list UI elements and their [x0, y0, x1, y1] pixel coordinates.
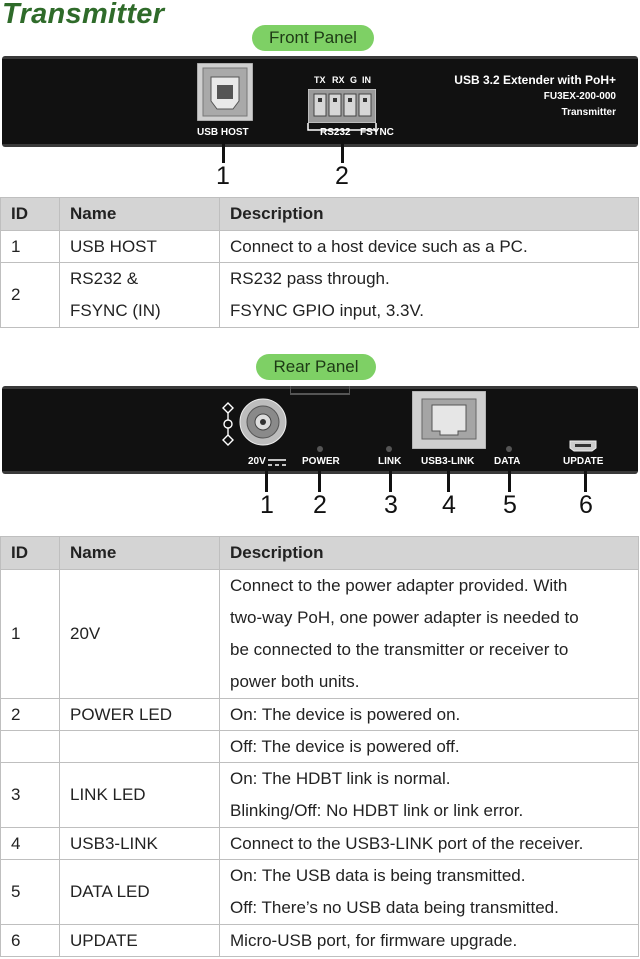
table-row [1, 731, 639, 763]
callout-line-1 [222, 141, 225, 163]
cell-id: 1 [1, 570, 60, 699]
cell-name: DATA LED [60, 860, 220, 925]
cell-name: 20V [60, 570, 220, 699]
cell-description: Connect to a host device such as a PC. [220, 231, 639, 263]
cell-id: 2 [1, 263, 60, 328]
product-name: USB 3.2 Extender with PoH+ [454, 73, 616, 87]
label-20v: 20V [248, 456, 266, 467]
cell-line: RS232 & [70, 269, 139, 288]
callout-line-2 [318, 470, 321, 492]
callout-number-1: 1 [216, 162, 230, 190]
usb-b-port-icon [197, 63, 253, 121]
label-update: UPDATE [563, 456, 604, 467]
callout-number-4: 4 [442, 491, 456, 519]
dc-power-jack-icon [238, 397, 288, 447]
callout-line-5 [508, 470, 511, 492]
cell-description [220, 860, 639, 925]
cell-description [220, 570, 639, 699]
pin-rx-label: RX [332, 75, 345, 85]
table-header-row [1, 537, 639, 570]
cell-line: RS232 pass through. [230, 269, 390, 288]
label-link: LINK [378, 456, 402, 467]
table-row [1, 699, 639, 731]
cell-line: On: The HDBT link is normal. [230, 769, 451, 788]
cell-description [220, 263, 639, 328]
cell-line: Blinking/Off: No HDBT link or link error. [230, 801, 524, 820]
cell-name: USB HOST [60, 231, 220, 263]
rs232-label: RS232 [320, 127, 351, 138]
rear-panel-pill: Rear Panel [256, 354, 376, 380]
cell-description [220, 763, 639, 828]
cell-line: two-way PoH, one power adapter is needed to [230, 608, 579, 627]
cell-line: Connect to the power adapter provided. With [230, 576, 568, 595]
cell-id: 1 [1, 231, 60, 263]
front-panel-pill: Front Panel [252, 25, 374, 51]
header-name: Name [60, 198, 220, 231]
cell-id: 2 [1, 699, 60, 731]
front-panel-table [0, 197, 639, 328]
pin-in-label: IN [362, 75, 371, 85]
rear-panel-table [0, 536, 639, 957]
callout-number-2: 2 [313, 491, 327, 519]
callout-line-1 [265, 470, 268, 492]
fsync-label: FSYNC [360, 127, 394, 138]
cell-name: POWER LED [60, 699, 220, 731]
unit-label: Transmitter [561, 107, 616, 118]
callout-line-4 [447, 470, 450, 492]
cell-id: 5 [1, 860, 60, 925]
front-panel-device [2, 56, 638, 147]
callout-number-6: 6 [579, 491, 593, 519]
cell-id [1, 731, 60, 763]
dc-symbol-icon [268, 459, 286, 467]
micro-usb-port-icon [568, 440, 598, 452]
label-data: DATA [494, 456, 521, 467]
power-led-icon [317, 446, 323, 452]
table-row [1, 925, 639, 957]
header-description: Description [220, 198, 639, 231]
cell-name: USB3-LINK [60, 828, 220, 860]
table-row [1, 763, 639, 828]
header-name: Name [60, 537, 220, 570]
header-id: ID [1, 198, 60, 231]
cell-line: Off: There’s no USB data being transmitted. [230, 898, 559, 917]
cell-name [60, 263, 220, 328]
model-number: FU3EX-200-000 [543, 91, 616, 102]
cell-line: be connected to the transmitter or receiver to [230, 640, 569, 659]
cell-line: On: The USB data is being transmitted. [230, 866, 526, 885]
table-row [1, 263, 639, 328]
cell-line: power both units. [230, 672, 360, 691]
header-id: ID [1, 537, 60, 570]
callout-number-5: 5 [503, 491, 517, 519]
pin-g-label: G [350, 75, 358, 85]
cell-name [60, 731, 220, 763]
callout-line-2 [341, 141, 344, 163]
data-led-icon [506, 446, 512, 452]
cell-name: LINK LED [60, 763, 220, 828]
label-power: POWER [302, 456, 340, 467]
table-row [1, 828, 639, 860]
pin-tx-label: TX [314, 75, 326, 85]
cell-description: Connect to the USB3-LINK port of the receiver. [220, 828, 639, 860]
cell-line: FSYNC (IN) [70, 301, 161, 320]
table-row [1, 860, 639, 925]
page-title: Transmitter [2, 0, 165, 30]
cell-line: FSYNC GPIO input, 3.3V. [230, 301, 425, 320]
rear-top-notch [290, 386, 350, 396]
terminal-block-icon [308, 89, 376, 123]
table-header-row [1, 198, 639, 231]
cell-id: 4 [1, 828, 60, 860]
cell-id: 3 [1, 763, 60, 828]
usb-host-label: USB HOST [197, 127, 249, 138]
callout-line-3 [389, 470, 392, 492]
cell-description: On: The device is powered on. [220, 699, 639, 731]
header-description: Description [220, 537, 639, 570]
callout-number-1: 1 [260, 491, 274, 519]
callout-number-2: 2 [335, 162, 349, 190]
callout-number-3: 3 [384, 491, 398, 519]
cell-description: Micro-USB port, for firmware upgrade. [220, 925, 639, 957]
table-row [1, 231, 639, 263]
rear-panel-device [2, 386, 638, 474]
link-led-icon [386, 446, 392, 452]
cell-name: UPDATE [60, 925, 220, 957]
cell-id: 6 [1, 925, 60, 957]
callout-line-6 [584, 470, 587, 492]
label-usb3-link: USB3-LINK [421, 456, 475, 467]
cell-description: Off: The device is powered off. [220, 731, 639, 763]
polarity-symbol-icon [220, 401, 236, 447]
rj45-port-icon [412, 391, 486, 449]
table-row [1, 570, 639, 699]
